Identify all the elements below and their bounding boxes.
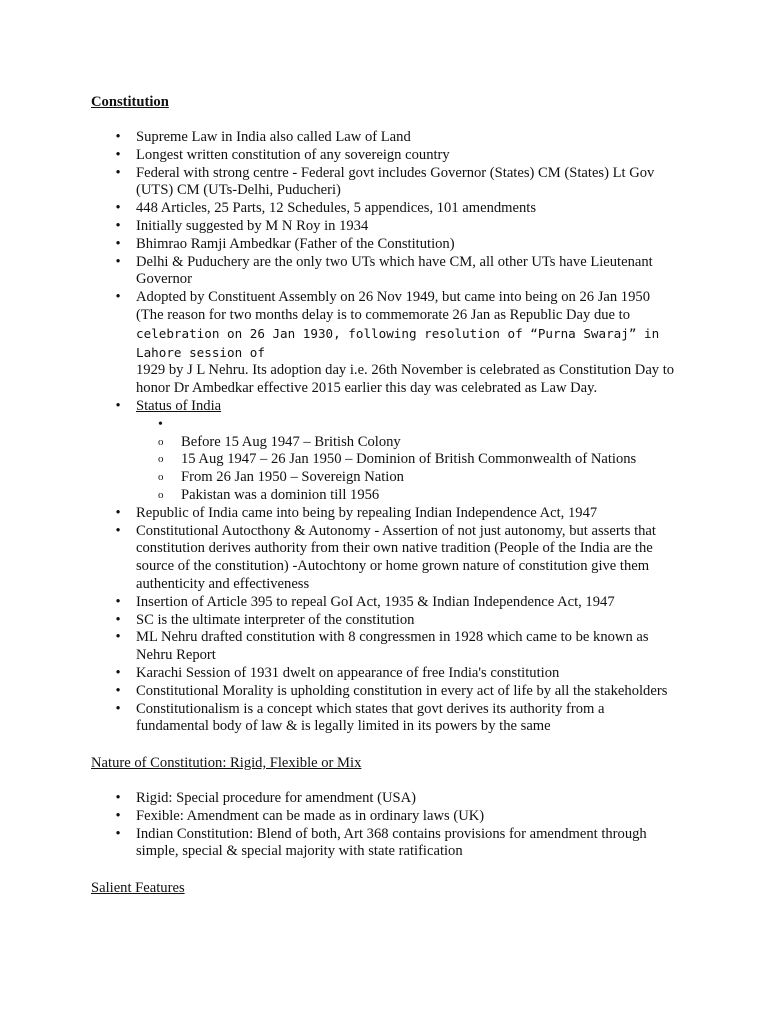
list-item-text: ML Nehru drafted constitution with 8 congressmen in 1928 which came to be known as Nehru Report xyxy=(136,629,649,664)
status-of-india-label: Status of India xyxy=(136,397,222,414)
bullet-glyph: • xyxy=(115,629,121,646)
bullet-glyph: • xyxy=(115,504,121,521)
list-item xyxy=(0,612,768,630)
sub-list-item xyxy=(136,434,676,452)
bullet-glyph: • xyxy=(115,611,121,628)
list-item xyxy=(0,808,768,826)
sub-list-item xyxy=(136,469,676,487)
list-item xyxy=(0,826,768,862)
nature-bullet-list xyxy=(0,790,768,861)
list-item-text: Insertion of Article 395 to repeal GoI Act, 1935 & Indian Independence Act, 1947 xyxy=(136,593,615,610)
sub-list-item-text: Before 15 Aug 1947 – British Colony xyxy=(181,433,401,450)
adopted-line-4: 1929 by J L Nehru. Its adoption day i.e. 26th November is celebrated as Constitution Day to honor Dr Ambedkar effective 2015 earlier this day was celebrated as Law Day. xyxy=(136,362,675,397)
bullet-glyph: • xyxy=(115,682,121,699)
list-item xyxy=(0,790,768,808)
list-item-text: Initially suggested by M N Roy in 1934 xyxy=(136,217,369,234)
list-item-text: Delhi & Puduchery are the only two UTs which have CM, all other UTs have Lieutenant Governor xyxy=(136,253,653,288)
list-item-text: Rigid: Special procedure for amendment (USA) xyxy=(136,790,417,806)
list-item xyxy=(0,218,768,236)
list-item-text: Supreme Law in India also called Law of Land xyxy=(136,129,411,145)
bullet-glyph: • xyxy=(115,807,121,824)
list-item-text: Constitutionalism is a concept which states that govt derives its authority from a fundamental body of law & is legally limited in its powers by the same xyxy=(136,700,605,735)
sub-list-item xyxy=(136,451,676,469)
list-item-text: Republic of India came into being by repealing Indian Independence Act, 1947 xyxy=(136,504,598,521)
list-item-text: Longest written constitution of any sovereign country xyxy=(136,146,450,163)
sub-list-item-empty xyxy=(136,416,676,434)
sub-list-item-text: 15 Aug 1947 – 26 Jan 1950 – Dominion of British Commonwealth of Nations xyxy=(181,451,637,468)
list-item xyxy=(0,200,768,218)
sub-list-item xyxy=(136,487,676,505)
sub-bullet-glyph: o xyxy=(158,488,164,501)
bullet-glyph: • xyxy=(115,253,121,270)
list-item-text: Fexible: Amendment can be made as in ordinary laws (UK) xyxy=(136,807,485,824)
list-item-text: Constitutional Morality is upholding constitution in every act of life by all the stakeholders xyxy=(136,682,668,699)
list-item-text: Federal with strong centre - Federal govt includes Governor (States) CM (States) Lt Gov (UTS) CM (UTs-Delhi, Puducheri) xyxy=(136,164,655,199)
list-item-text: Indian Constitution: Blend of both, Art 368 contains provisions for amendment through simple, special & special majority with state ratification xyxy=(136,825,647,860)
adopted-line-1: Adopted by Constituent Assembly on 26 Nov 1949, but came into being on 26 Jan 1950 xyxy=(136,289,650,306)
section-heading-constitution: Constitution xyxy=(91,94,169,110)
list-item xyxy=(0,594,768,612)
list-item-text: Bhimrao Ramji Ambedkar (Father of the Constitution) xyxy=(136,235,455,252)
list-item xyxy=(0,523,768,594)
bullet-glyph: • xyxy=(115,700,121,717)
list-item-text: 448 Articles, 25 Parts, 12 Schedules, 5 appendices, 101 amendments xyxy=(136,200,537,217)
list-item xyxy=(0,254,768,290)
bullet-glyph: • xyxy=(115,200,121,217)
bullet-glyph: • xyxy=(115,146,121,163)
section-heading-salient-features: Salient Features xyxy=(91,880,185,896)
adopted-line-3: celebration on 26 Jan 1930, following resolution of “Purna Swaraj” in Lahore session of xyxy=(136,325,660,360)
sub-list-item-text: From 26 Jan 1950 – Sovereign Nation xyxy=(181,469,404,486)
status-sub-list xyxy=(136,416,676,505)
bullet-glyph: • xyxy=(115,235,121,252)
list-item xyxy=(0,665,768,683)
list-item-text: Karachi Session of 1931 dwelt on appearance of free India's constitution xyxy=(136,664,560,681)
adopted-line-2: (The reason for two months delay is to commemorate 26 Jan as Republic Day due to xyxy=(136,306,631,323)
list-item xyxy=(0,683,768,701)
list-item xyxy=(0,165,768,201)
list-item-status xyxy=(0,398,768,505)
bullet-glyph: • xyxy=(115,217,121,234)
list-item xyxy=(0,147,768,165)
section-heading-nature: Nature of Constitution: Rigid, Flexible or Mix xyxy=(91,755,362,771)
sub-bullet-glyph: o xyxy=(158,453,164,466)
bullet-glyph: • xyxy=(115,825,121,842)
bullet-glyph: • xyxy=(115,593,121,610)
bullet-glyph: • xyxy=(115,790,121,806)
list-item xyxy=(0,129,768,147)
list-item xyxy=(0,505,768,523)
bullet-glyph: • xyxy=(115,129,121,145)
bullet-glyph: • xyxy=(115,664,121,681)
list-item-text: Constitutional Autocthony & Autonomy - Assertion of not just autonomy, but asserts that constitution derives authority from their own native tradition (People of the India are the source of the constitution) -Autochtony or home grown nature of constitution give them authenticity and effectiveness xyxy=(136,522,656,592)
bullet-glyph: • xyxy=(158,416,163,432)
bullet-glyph: • xyxy=(115,522,121,539)
sub-bullet-glyph: o xyxy=(158,435,164,448)
sub-bullet-glyph: o xyxy=(158,471,164,484)
bullet-glyph: • xyxy=(115,164,121,181)
bullet-glyph: • xyxy=(115,289,121,306)
list-item-text: SC is the ultimate interpreter of the constitution xyxy=(136,611,415,628)
constitution-bullet-list xyxy=(0,129,768,736)
list-item xyxy=(0,701,768,737)
list-item-adopted xyxy=(0,289,768,398)
bullet-glyph: • xyxy=(115,397,121,414)
list-item xyxy=(0,629,768,665)
list-item xyxy=(0,236,768,254)
sub-list-item-text: Pakistan was a dominion till 1956 xyxy=(181,486,380,503)
